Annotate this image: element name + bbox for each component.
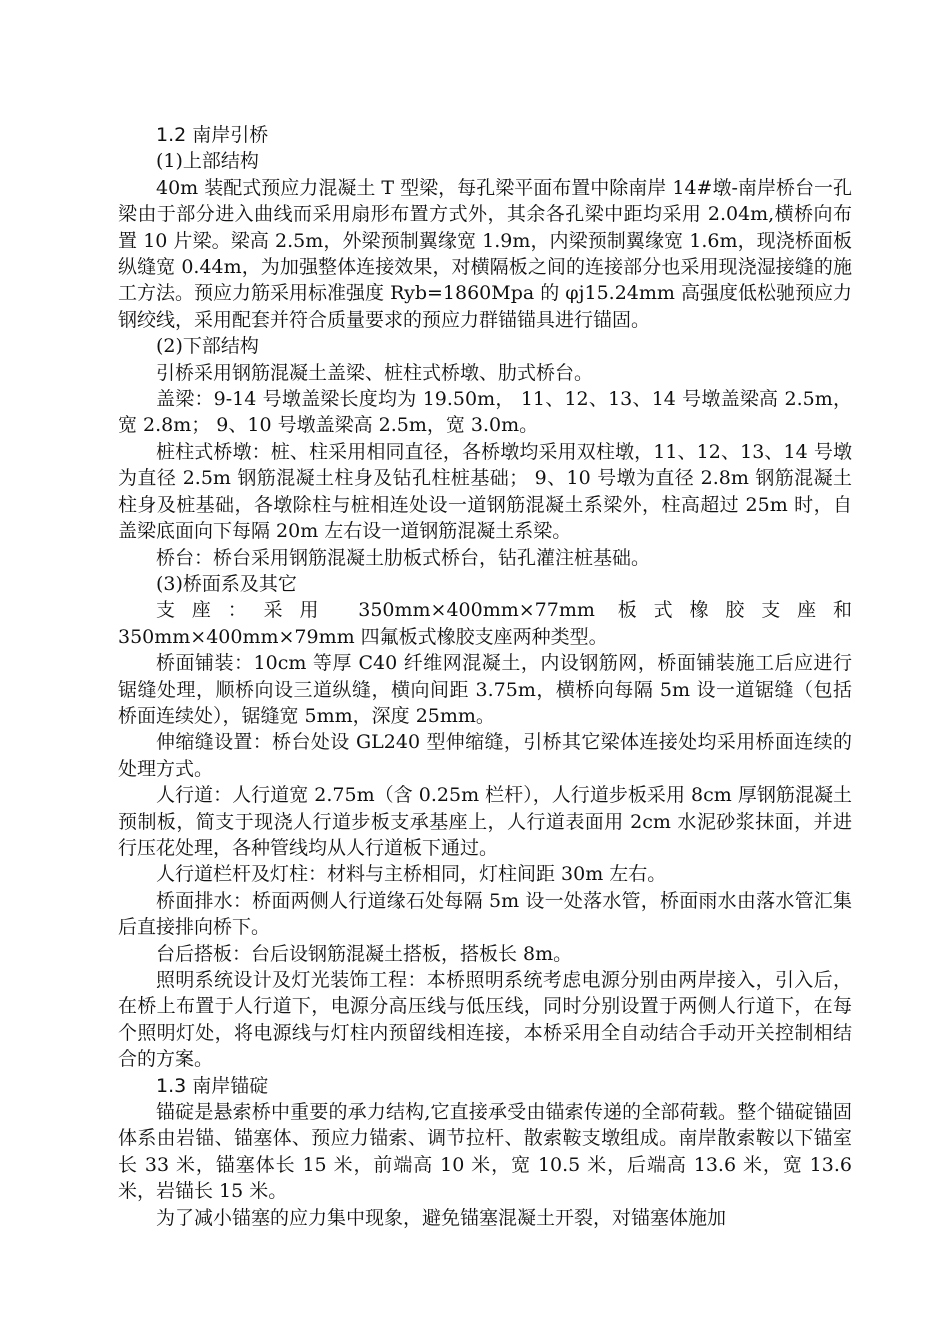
subsection-deck-system: (3)桥面系及其它 [156,572,297,595]
subsection-superstructure: (1)上部结构 [156,150,259,173]
paragraph-pile-pier: 桩柱式桥墩：桩、柱采用相同直径，各桥墩均采用双柱墩，11、12、13、14 号墩为直径 2.5m 钢筋混凝土柱身及钻孔柱桩基础； 9、10 号墩为直径 2.8m 钢筋混凝土柱身及桩基础，各墩除柱与桩相连处设一道钢筋混凝土系梁外，柱高超过 25m 时，自盖梁底面向下每隔 20m 左右设一道钢筋混凝土系梁。 [118,440,852,543]
subsection-substructure: (2)下部结构 [156,335,259,358]
section-heading-1-2: 1.2 南岸引桥 [156,124,269,146]
paragraph-expansion-joint: 伸缩缝设置：桥台处设 GL240 型伸缩缝，引桥其它梁体连接处均采用桥面连续的处理方式。 [118,731,852,780]
paragraph-anchorage-intro: 锚碇是悬索桥中重要的承力结构,它直接承受由锚索传递的全部荷载。整个锚碇锚固体系由岩锚、锚塞体、预应力锚索、调节拉杆、散索鞍支墩组成。南岸散索鞍以下锚室长 33 米，锚塞体长 15 米，前端高 10 米，宽 10.5 米，后端高 13.6 米，宽 13.6 米，岩锚长 15 米。 [118,1101,852,1203]
paragraph-cap-beam: 盖梁：9-14 号墩盖梁长度均为 19.50m， 11、12、13、14 号墩盖梁高 2.5m，宽 2.8m； 9、10 号墩盖梁高 2.5m，宽 3.0m。 [118,388,852,437]
paragraph-approach-slab: 台后搭板：台后设钢筋混凝土搭板，搭板长 8m。 [156,942,573,965]
paragraph-sidewalk: 人行道：人行道宽 2.75m（含 0.25m 栏杆），人行道步板采用 8cm 厚钢筋混凝土预制板，简支于现浇人行道步板支承基座上，人行道表面用 2cm 水泥砂浆抹面，并进行压花处理，各种管线均从人行道板下通过。 [118,784,852,859]
document-page [118,122,852,1231]
paragraph-deck-drainage: 桥面排水：桥面两侧人行道缘石处每隔 5m 设一处落水管，桥面雨水由落水管汇集后直接排向桥下。 [118,889,852,939]
section-heading-1-3: 1.3 南岸锚碇 [156,1074,269,1097]
paragraph-anchorage-stress: 为了减小锚塞的应力集中现象，避免锚塞混凝土开裂，对锚塞体施加 [156,1206,727,1229]
paragraph-deck-pavement: 桥面铺装：10cm 等厚 C40 纤维网混凝土，内设钢筋网，桥面铺装施工后应进行锯缝处理，顺桥向设三道纵缝，横向间距 3.75m，横桥向每隔 5m 设一道锯缝（包括桥面连续处），锯缝宽 5mm，深度 25mm。 [118,652,852,727]
paragraph-bearing: 支座：采用 350mm×400mm×77mm 板式橡胶支座和 350mm×400mm×79mm 四氟板式橡胶支座两种类型。 [118,599,852,648]
paragraph-substructure-intro: 引桥采用钢筋混凝土盖梁、桩柱式桥墩、肋式桥台。 [156,361,594,384]
paragraph-t-beam: 40m 装配式预应力混凝土 T 型梁，每孔梁平面布置中除南岸 14#墩-南岸桥台一孔梁由于部分进入曲线而采用扇形布置方式外，其余各孔梁中距均采用 2.04m,横桥向布置 10 片梁。梁高 2.5m，外梁预制翼缘宽 1.9m，内梁预制翼缘宽 1.6m，现浇桥面板纵缝宽 0.44m，为加强整体连接效果，对横隔板之间的连接部分也采用现浇湿接缝的施工方法。预应力筋采用标准强度 Ryb=1860Mpa 的 φj15.24mm 高强度低松驰预应力钢绞线，采用配套并符合质量要求的预应力群锚锚具进行锚固。 [118,176,852,331]
paragraph-railing-lamp: 人行道栏杆及灯柱：材料与主桥相同，灯柱间距 30m 左右。 [156,863,667,886]
paragraph-lighting: 照明系统设计及灯光装饰工程：本桥照明系统考虑电源分别由两岸接入，引入后，在桥上布置于人行道下，电源分高压线与低压线，同时分别设置于两侧人行道下，在每个照明灯处，将电源线与灯柱内预留线相连接，本桥采用全自动结合手动开关控制相结合的方案。 [118,969,852,1071]
paragraph-abutment: 桥台：桥台采用钢筋混凝土肋板式桥台，钻孔灌注桩基础。 [156,546,651,569]
